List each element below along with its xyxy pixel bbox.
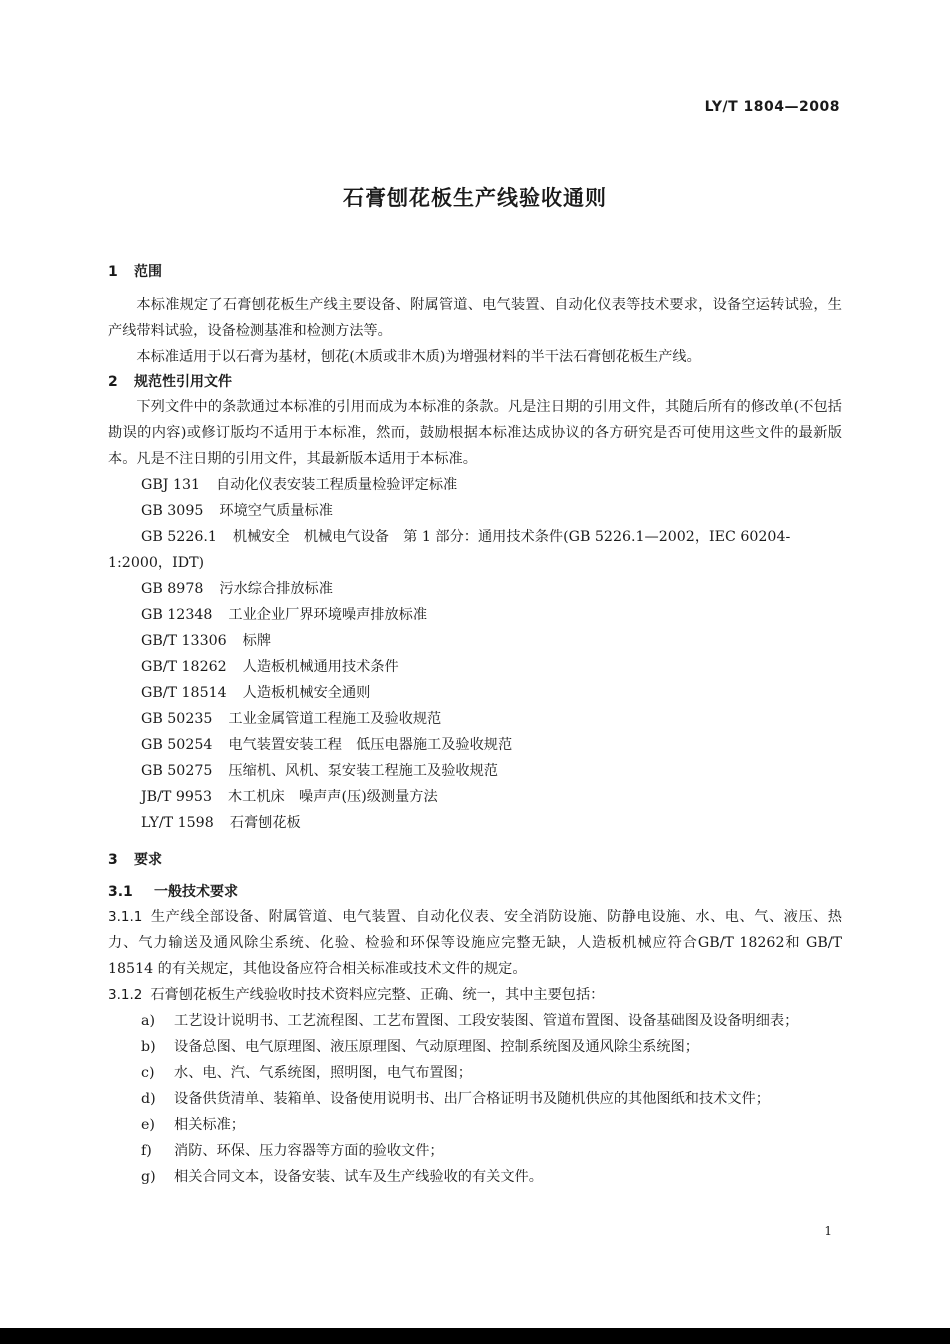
section-title: 范围 — [134, 264, 162, 280]
list-item: e) 相关标准； — [141, 1117, 245, 1133]
reference-item: GB/T 13306 标牌 — [141, 633, 272, 649]
clause-3-1-2 — [108, 982, 842, 1008]
page-bottom-border — [0, 1328, 950, 1344]
clause-number: 3.1.2 — [108, 987, 143, 1003]
paragraph: 本标准规定了石膏刨花板生产线主要设备、附属管道、电气装置、自动化仪表等技术要求，设备空运转试验，生产线带料试验，设备检测基准和检测方法等。 — [108, 297, 842, 339]
section-number: 3 — [108, 852, 118, 868]
section-number: 1 — [108, 264, 118, 280]
subsection-number: 3.1 — [108, 884, 133, 900]
clause-text: 生产线全部设备、附属管道、电气装置、自动化仪表、安全消防设施、防静电设施、水、电、气、液压、热力、气力输送及通风除尘系统、化验、检验和环保等设施应完整无缺，人造板机械应符合GB/T 18262和 GB/T 18514 的有关规定，其他设备应符合相关标准或技术文件的规定。 — [108, 909, 842, 977]
list-item: b) 设备总图、电气原理图、液压原理图、气动原理图、控制系统图及通风除尘系统图； — [141, 1039, 699, 1055]
clause-3-1-1 — [108, 904, 842, 982]
reference-item: GB 50235 工业金属管道工程施工及验收规范 — [141, 711, 442, 727]
section-title: 规范性引用文件 — [134, 374, 232, 390]
section-number: 2 — [108, 374, 118, 390]
subsection-3-1-heading — [108, 880, 842, 904]
paragraph: 本标准适用于以石膏为基材，刨花(木质或非木质)为增强材料的半干法石膏刨花板生产线。 — [136, 349, 701, 365]
reference-item: GB 12348 工业企业厂界环境噪声排放标准 — [141, 607, 428, 623]
reference-item: GB 3095 环境空气质量标准 — [141, 503, 333, 519]
document-body — [108, 258, 842, 1190]
reference-item: GB/T 18514 人造板机械安全通则 — [141, 685, 371, 701]
page-number: 1 — [824, 1224, 832, 1238]
list-item: c) 水、电、汽、气系统图，照明图，电气布置图； — [141, 1065, 472, 1081]
reference-item: JB/T 9953 木工机床 噪声声(压)级测量方法 — [141, 789, 438, 805]
reference-item: GB 5226.1 机械安全 机械电气设备 第 1 部分：通用技术条件(GB 5226.1—2002，IEC 60204-1:2000，IDT) — [108, 529, 791, 571]
section-2-heading — [108, 370, 842, 394]
section-title: 要求 — [134, 852, 162, 868]
document-title: 石膏刨花板生产线验收通则 — [343, 186, 607, 210]
standard-code: LY/T 1804—2008 — [704, 99, 840, 115]
list-item: a) 工艺设计说明书、工艺流程图、工艺布置图、工段安装图、管道布置图、设备基础图及设备明细表； — [141, 1013, 799, 1029]
list-item: d) 设备供货清单、装箱单、设备使用说明书、出厂合格证明书及随机供应的其他图纸和技术文件； — [141, 1091, 770, 1107]
list-item: f) 消防、环保、压力容器等方面的验收文件； — [141, 1143, 444, 1159]
list-item: g) 相关合同文本，设备安装、试车及生产线验收的有关文件。 — [141, 1169, 543, 1185]
reference-item: GB 8978 污水综合排放标准 — [141, 581, 333, 597]
reference-item: GB 50254 电气装置安装工程 低压电器施工及验收规范 — [141, 737, 513, 753]
section-1-heading — [108, 260, 842, 284]
reference-item: GBJ 131 自动化仪表安装工程质量检验评定标准 — [141, 477, 458, 493]
subsection-title: 一般技术要求 — [154, 884, 238, 900]
section-3-heading — [108, 848, 842, 872]
reference-item: LY/T 1598 石膏刨花板 — [141, 815, 301, 831]
clause-number: 3.1.1 — [108, 909, 143, 925]
paragraph: 下列文件中的条款通过本标准的引用而成为本标准的条款。凡是注日期的引用文件，其随后所有的修改单(不包括勘误的内容)或修订版均不适用于本标准，然而，鼓励根据本标准达成协议的各方研究是否可使用这些文件的最新版本。凡是不注日期的引用文件，其最新版本适用于本标准。 — [108, 399, 842, 467]
clause-text: 石膏刨花板生产线验收时技术资料应完整、正确、统一，其中主要包括： — [150, 987, 605, 1003]
reference-item: GB/T 18262 人造板机械通用技术条件 — [141, 659, 399, 675]
reference-item: GB 50275 压缩机、风机、泵安装工程施工及验收规范 — [141, 763, 498, 779]
